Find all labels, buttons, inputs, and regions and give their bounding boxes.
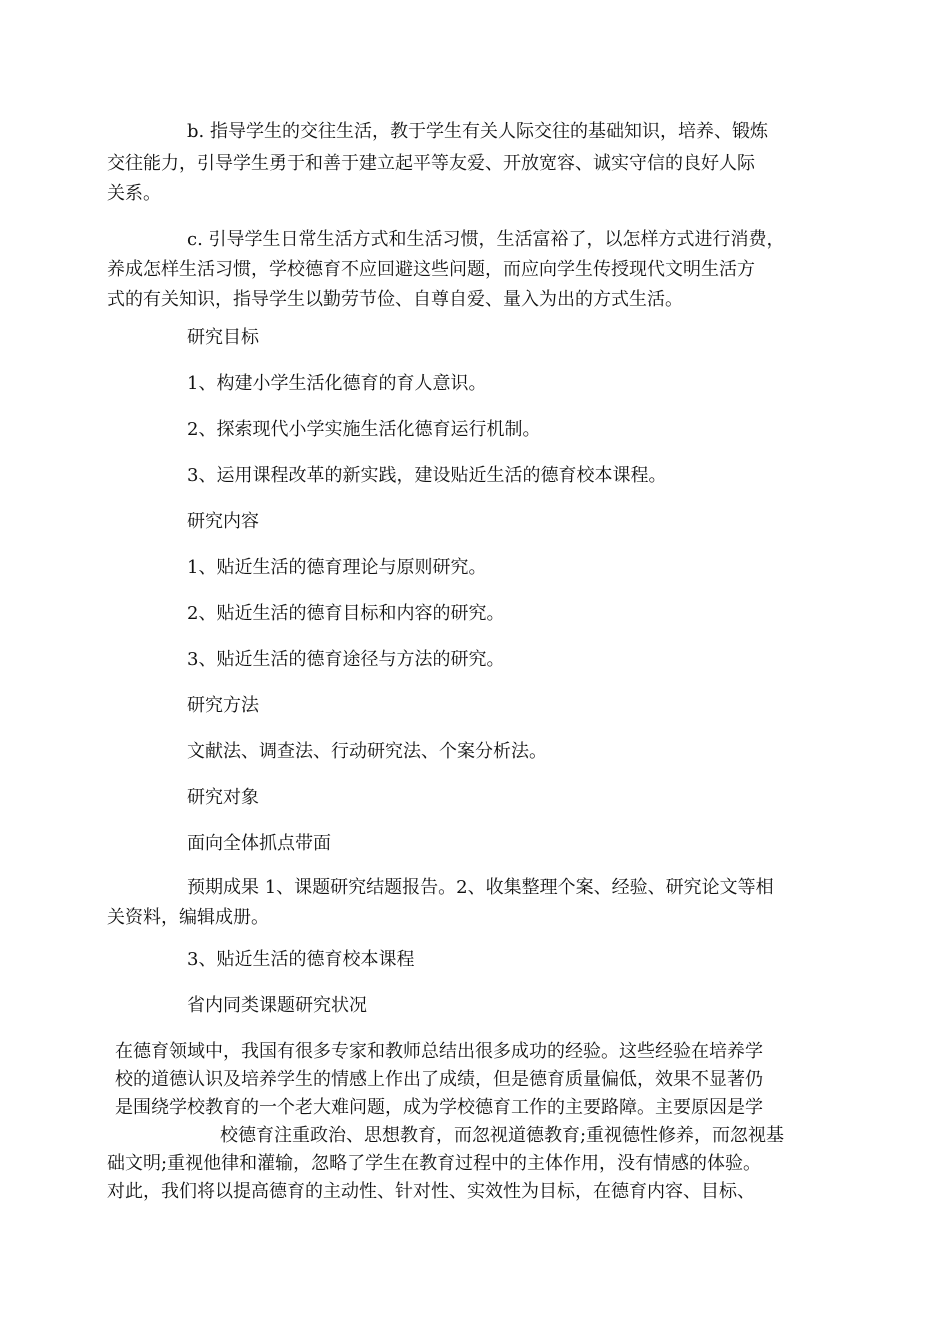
- paragraph-line: 式的有关知识，指导学生以勤劳节俭、自尊自爱、量入为出的方式生活。: [107, 289, 683, 310]
- subjects-text: 面向全体抓点带面: [187, 833, 331, 854]
- paragraph-line: 对此，我们将以提高德育的主动性、针对性、实效性为目标，在德育内容、目标、: [107, 1181, 755, 1202]
- section-heading-methods: 研究方法: [187, 695, 259, 716]
- methods-text: 文献法、调查法、行动研究法、个案分析法。: [187, 741, 547, 762]
- section-heading-status: 省内同类课题研究状况: [187, 995, 367, 1016]
- goal-item: 3、运用课程改革的新实践，建设贴近生活的德育校本课程。: [187, 465, 667, 486]
- results-item: 3、贴近生活的德育校本课程: [187, 949, 415, 970]
- paragraph-line: c. 引导学生日常生活方式和生活习惯，生活富裕了，以怎样方式进行消费，: [187, 229, 785, 250]
- section-heading-content: 研究内容: [187, 511, 259, 532]
- paragraph-line: 关系。: [107, 183, 161, 204]
- paragraph-line: 础文明;重视他律和灌输，忽略了学生在教育过程中的主体作用，没有情感的体验。: [107, 1153, 762, 1174]
- paragraph-line: b. 指导学生的交往生活，教于学生有关人际交往的基础知识，培养、锻炼: [187, 121, 768, 142]
- paragraph-line: 关资料，编辑成册。: [107, 907, 269, 928]
- content-item: 2、贴近生活的德育目标和内容的研究。: [187, 603, 505, 624]
- section-heading-subjects: 研究对象: [187, 787, 259, 808]
- goal-item: 2、探索现代小学实施生活化德育运行机制。: [187, 419, 541, 440]
- content-item: 3、贴近生活的德育途径与方法的研究。: [187, 649, 505, 670]
- goal-item: 1、构建小学生活化德育的育人意识。: [187, 373, 487, 394]
- paragraph-line: 预期成果 1、课题研究结题报告。2、收集整理个案、经验、研究论文等相: [187, 877, 774, 898]
- paragraph-line: 养成怎样生活习惯，学校德育不应回避这些问题，而应向学生传授现代文明生活方: [107, 259, 755, 280]
- section-heading-goals: 研究目标: [187, 327, 259, 348]
- paragraph-line: 校的道德认识及培养学生的情感上作出了成绩，但是德育质量偏低，效果不显著仍: [115, 1069, 763, 1090]
- paragraph-line: 在德育领域中，我国有很多专家和教师总结出很多成功的经验。这些经验在培养学: [115, 1041, 763, 1062]
- paragraph-line: 是围绕学校教育的一个老大难问题，成为学校德育工作的主要路障。主要原因是学: [115, 1097, 763, 1118]
- paragraph-line: 校德育注重政治、思想教育，而忽视道德教育;重视德性修养，而忽视基: [220, 1125, 785, 1146]
- content-item: 1、贴近生活的德育理论与原则研究。: [187, 557, 487, 578]
- paragraph-line: 交往能力，引导学生勇于和善于建立起平等友爱、开放宽容、诚实守信的良好人际: [107, 153, 755, 174]
